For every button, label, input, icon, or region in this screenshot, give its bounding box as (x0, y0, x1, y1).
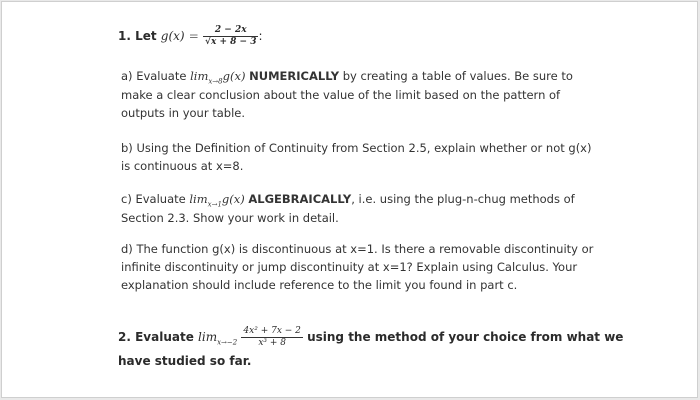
q2-line-2: have studied so far. (118, 354, 252, 368)
document-page (1, 1, 698, 398)
q1-equals: = (188, 29, 199, 43)
part-c-rest: , i.e. using the plug-n-chug methods of (351, 192, 575, 206)
part-c-limit (189, 192, 245, 209)
part-d-line-2: infinite discontinuity or jump discontinuity at x=1? Explain using Calculus. Your (121, 260, 578, 274)
q1-fraction (203, 25, 258, 48)
q1-colon: : (258, 29, 263, 43)
part-a-lim-sub: x→8 (208, 77, 223, 86)
part-a-expr: g(x) (222, 69, 246, 83)
part-c-lim: lim (189, 192, 208, 206)
q1-label: 1. Let (118, 29, 157, 43)
part-a-line-2: make a clear conclusion about the value of the limit based on the pattern of (121, 88, 561, 102)
q1-fraction-denominator: √x + 8 − 3 (205, 37, 257, 47)
part-b-line-2: is continuous at x=8. (121, 159, 244, 173)
part-c-expr: g(x) (221, 192, 245, 206)
part-a-rest: by creating a table of values. Be sure to (342, 69, 573, 83)
part-a-start: a) Evaluate (121, 69, 187, 83)
part-a-line-3: outputs in your table. (121, 106, 246, 120)
q2-fraction (241, 326, 302, 349)
q1-function: g(x) (160, 29, 185, 43)
q2-label: 2. Evaluate (118, 330, 194, 344)
part-b-line-1: b) Using the Definition of Continuity from Section 2.5, explain whether or not g(x) (121, 141, 592, 155)
q2-rest: using the method of your choice from what we (307, 330, 624, 344)
part-a-lim: lim (190, 69, 209, 83)
part-c-line-2: Section 2.3. Show your work in detail. (121, 211, 339, 225)
part-d-line-3: explanation should include reference to the limit you found in part c. (121, 278, 518, 292)
part-c-bold: ALGEBRAICALLY (248, 192, 352, 206)
part-c-start: c) Evaluate (121, 192, 186, 206)
q2-fraction-denominator: x³ + 8 (241, 337, 302, 349)
part-c-lim-sub: x→1 (207, 200, 222, 209)
q2-fraction-numerator: 4x² + 7x − 2 (243, 326, 301, 336)
part-a-bold: NUMERICALLY (249, 69, 340, 83)
part-d-line-1: d) The function g(x) is discontinuous at x=1. Is there a removable discontinuity or (121, 242, 594, 256)
part-a-limit (190, 69, 246, 86)
q2-limit (198, 330, 238, 347)
q1-line (118, 22, 263, 50)
q1-fraction-numerator: 2 − 2x (214, 25, 247, 35)
q2-lim-sub: x→−2 (217, 338, 238, 347)
q2-lim: lim (198, 330, 218, 344)
